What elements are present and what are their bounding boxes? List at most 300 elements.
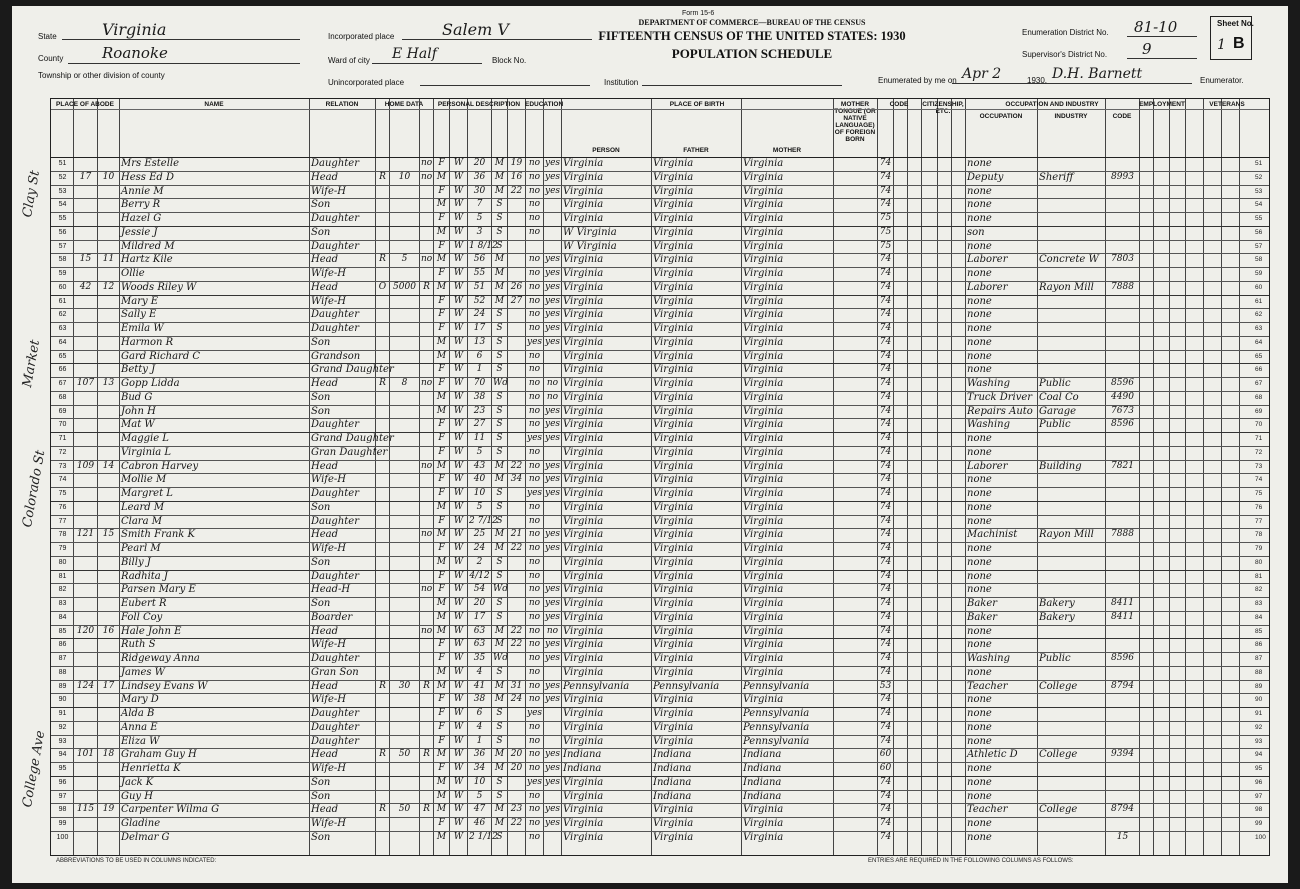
cell-code: 74 [879,529,892,540]
cell-mb: Virginia [743,653,784,664]
column-group-header: RELATION [325,101,359,108]
cell-ms: S [496,790,503,801]
cell-code: 74 [879,556,892,567]
cell-ms: S [496,309,503,320]
table-row [51,322,1269,336]
cell-mb: Virginia [743,570,784,582]
cell-fb: Virginia [653,598,694,609]
cell-fam: 16 [102,625,115,636]
cell-race: W [453,543,464,553]
cell-pb: Virginia [563,543,604,554]
cell-mb: Virginia [743,694,784,706]
cell-age: 4 [476,666,483,677]
cell-n: 89 [58,682,67,690]
cell-age: 17 [473,611,486,622]
cell-oc: 7888 [1111,529,1134,540]
cell-code: 74 [879,584,892,595]
table-row [51,611,1269,625]
cell-sex: F [438,474,445,485]
row-number-right: 98 [1255,806,1263,814]
department-title: DEPARTMENT OF COMMERCE—BUREAU OF THE CENSUS [638,18,866,27]
cell-pb: Virginia [563,598,604,609]
cell-pb: Virginia [563,721,604,733]
cell-mb: Virginia [743,543,784,554]
cell-code: 74 [879,405,892,416]
row-number-right: 63 [1255,325,1263,332]
table-row [51,377,1269,391]
cell-pb: Pennsylvania [563,680,630,692]
cell-name: Anna E [121,721,158,733]
cell-fam: 10 [102,171,115,182]
cell-pb: Virginia [563,570,604,582]
cell-mb: Virginia [743,323,784,334]
cell-sch: no [528,295,541,306]
cell-fam: 13 [102,378,115,388]
cell-mb: Virginia [743,405,784,417]
row-number-right: 95 [1255,765,1263,772]
cell-rel: Daughter [311,488,359,499]
cell-rd: yes [545,171,561,182]
cell-ind: Public [1039,653,1071,664]
cell-sex: M [436,226,447,237]
cell-race: W [453,171,464,182]
cell-rd: yes [545,336,561,347]
cell-rel: Wife-H [311,185,347,197]
cell-ind: Concrete W [1039,254,1099,266]
cell-pb: Virginia [563,378,604,389]
unincorporated-line [420,85,590,86]
cell-occ: none [967,625,992,637]
table-row [51,707,1269,721]
table-row [51,762,1269,776]
row-number-right: 51 [1255,160,1263,167]
cell-tenure: R [379,680,386,691]
cell-fam: 14 [102,460,115,471]
cell-rel: Grand Daughter [311,433,394,444]
cell-fb: Virginia [653,171,694,183]
table-row [51,803,1269,817]
cell-rel: Son [311,336,331,348]
cell-dw: 115 [76,804,95,815]
cell-fb: Virginia [653,364,694,376]
row-number-right: 96 [1255,778,1263,786]
cell-occ: none [967,776,992,788]
cell-name: Annie M [121,185,164,197]
cell-mb: Virginia [743,460,784,472]
cell-age: 36 [473,171,486,182]
cell-mb: Indiana [743,776,782,788]
cell-rel: Grandson [311,350,361,362]
cell-race: W [453,433,464,443]
row-number-right: 73 [1255,462,1263,470]
cell-ms: Wd [493,584,509,595]
row-number-right: 61 [1255,297,1263,305]
cell-sch: no [528,598,541,608]
cell-rel: Head [311,680,339,692]
cell-race: W [453,653,464,663]
cell-fb: Virginia [653,639,694,651]
cell-fb: Virginia [653,460,694,472]
cell-mb: Virginia [743,309,784,321]
cell-name: Gladine [121,818,161,829]
cell-sch: no [528,419,541,430]
cell-rd: yes [545,309,561,320]
cell-name: Pearl M [121,543,161,554]
row-number-right: 75 [1255,490,1263,497]
cell-mb: Virginia [743,240,784,252]
cell-ms: M [494,804,505,815]
cell-rel: Daughter [311,735,359,747]
cell-n: 81 [58,572,67,580]
cell-race: W [453,639,464,650]
cell-fam: 12 [102,281,115,292]
row-number-right: 91 [1255,710,1263,717]
cell-race: W [453,460,464,471]
cell-name: Betty J [121,364,156,376]
cell-rd: yes [545,804,561,815]
cell-fb: Virginia [653,543,694,554]
cell-sch: no [528,350,541,361]
cell-radio: R [423,281,430,292]
cell-ind: Public [1039,378,1071,389]
cell-mb: Virginia [743,446,784,458]
cell-code: 74 [879,694,892,705]
cell-am: 22 [510,185,523,196]
cell-occ: Washing [967,419,1010,431]
cell-fam: 17 [102,680,115,691]
cell-mb: Virginia [743,529,784,541]
cell-age: 20 [473,598,486,608]
cell-occ: Deputy [967,171,1004,183]
cell-fb: Virginia [653,804,694,816]
row-number-right: 70 [1255,421,1263,429]
cell-sch: no [528,666,541,677]
cell-mb: Virginia [743,804,784,816]
cell-name: Bud G [121,391,153,403]
cell-age: 10 [473,776,486,787]
row-number-right: 66 [1255,366,1263,374]
cell-race: W [453,598,464,608]
cell-name: Jessie J [121,226,158,238]
footer-entries: ENTRIES ARE REQUIRED IN THE FOLLOWING COLUMNS AS FOLLOWS: [868,858,1074,864]
row-number-right: 69 [1255,407,1263,415]
cell-rel: Head [311,254,339,266]
table-row [51,735,1269,749]
cell-fb: Virginia [653,378,694,389]
cell-ms: M [494,543,505,553]
row-number-right: 93 [1255,737,1263,745]
table-row [51,446,1269,460]
cell-n: 84 [58,613,67,621]
cell-race: W [453,584,464,595]
cell-fb: Virginia [653,611,694,623]
form-number: Form 15-6 [682,10,715,17]
cell-pb: Virginia [563,831,604,843]
cell-n: 78 [58,531,67,539]
ed-line [1127,36,1197,37]
institution-label: Institution [604,78,639,87]
cell-n: 61 [58,297,67,305]
birthplace-subheader: MOTHER [772,147,802,154]
cell-ms: S [496,831,503,842]
cell-ind: Sheriff [1039,171,1074,183]
table-row [51,748,1269,762]
cell-name: Berry R [121,199,161,211]
cell-fb: Virginia [653,446,694,458]
row-number-right: 56 [1255,228,1263,236]
cell-mb: Virginia [743,598,784,609]
table-row [51,198,1269,212]
cell-am: 23 [510,804,523,815]
margin-note: Colorado St [20,449,49,529]
cell-code: 74 [879,378,892,388]
occupation-subheader: CODE [1112,113,1132,120]
township-label: Township or other division of county [38,71,165,80]
cell-rd: yes [545,818,561,828]
cell-radio: no [421,254,433,265]
row-number-right: 88 [1255,668,1263,676]
cell-pb: Virginia [563,584,604,596]
cell-code: 74 [879,721,892,732]
cell-ms: S [496,364,503,375]
cell-code: 74 [879,653,892,663]
cell-sex: M [436,199,447,210]
cell-rd: yes [545,653,561,663]
cell-ms: S [496,336,503,347]
cell-rel: Daughter [311,708,359,719]
cell-fb: Virginia [653,529,694,541]
cell-pb: Virginia [563,323,604,334]
cell-val: 5 [401,254,408,265]
cell-fb: Virginia [653,501,694,513]
table-row [51,157,1269,171]
cell-sex: M [436,804,447,815]
cell-mb: Virginia [743,666,784,678]
cell-age: 6 [476,350,483,361]
cell-n: 83 [58,600,67,607]
cell-code: 74 [879,818,892,828]
cell-pb: Virginia [563,199,604,211]
cell-sch: no [528,378,541,388]
cell-name: Hess Ed D [121,171,174,183]
cell-name: Ollie [121,268,145,279]
cell-occ: none [967,666,992,678]
cell-am: 26 [510,281,523,292]
cell-occ: none [967,831,992,843]
table-row [51,336,1269,350]
row-number-right: 82 [1255,586,1263,594]
cell-n: 63 [58,325,67,332]
cell-ms: M [494,680,505,691]
cell-code: 74 [879,158,892,168]
cell-mb: Virginia [743,199,784,211]
ed-value: 81-10 [1134,18,1178,36]
cell-sex: M [436,254,447,265]
cell-ms: S [496,446,503,457]
cell-radio: no [421,460,433,471]
ward-label: Ward of city [328,56,370,65]
cell-sex: F [438,570,445,581]
cell-rel: Son [311,391,331,403]
cell-age: 51 [473,281,486,292]
cell-sch: no [528,639,541,650]
cell-mb: Virginia [743,391,784,403]
cell-code: 74 [879,735,892,746]
cell-pb: Virginia [563,391,604,403]
cell-ms: M [494,474,505,485]
cell-sex: M [436,281,447,292]
table-row [51,295,1269,309]
cell-rel: Gran Son [311,666,359,678]
cell-occ: Machinist [967,529,1018,541]
cell-pb: Virginia [563,708,604,719]
cell-oc: 8993 [1111,171,1134,182]
cell-ind: Building [1039,460,1082,472]
cell-n: 99 [58,820,67,827]
state-label: State [38,32,57,41]
cell-ms: S [496,405,503,416]
cell-mb: Virginia [743,171,784,183]
cell-rel: Daughter [311,570,359,582]
row-number-right: 58 [1255,256,1263,264]
cell-mb: Indiana [743,763,782,774]
table-row [51,350,1269,364]
cell-occ: none [967,790,992,802]
census-title: FIFTEENTH CENSUS OF THE UNITED STATES: 1930 [598,29,906,43]
cell-sex: F [438,378,445,388]
cell-rd: no [546,625,559,636]
cell-name: Woods Riley W [121,281,197,293]
ward-line [372,63,482,64]
cell-occ: Washing [967,378,1010,389]
row-number-right: 92 [1255,723,1263,731]
cell-fb: Virginia [653,254,694,266]
cell-ms: S [496,391,503,402]
cell-rel: Son [311,556,331,568]
cell-rd: yes [545,749,561,760]
row-number-right: 84 [1255,613,1263,621]
cell-name: Clara M [121,515,162,527]
cell-am: 22 [510,639,523,650]
cell-age: 1 [476,735,483,746]
cell-ind: Public [1039,419,1071,431]
column-group-header: OCCUPATION AND INDUSTRY [1005,101,1099,108]
cell-age: 5 [476,790,483,801]
cell-age: 38 [473,391,486,402]
cell-ms: S [496,721,503,732]
cell-code: 74 [879,309,892,320]
cell-fb: Virginia [653,570,694,582]
cell-age: 20 [473,158,486,168]
birthplace-subheader: FATHER [683,147,709,154]
row-number-right: 78 [1255,531,1263,539]
cell-sch: no [528,254,541,265]
cell-age: 24 [473,543,486,553]
cell-ms: S [496,708,503,718]
cell-ms: S [496,570,503,581]
cell-code: 74 [879,254,892,265]
cell-tenure: O [378,281,387,292]
cell-am: 22 [510,543,523,553]
cell-mb: Virginia [743,611,784,623]
cell-name: John H [121,405,156,417]
cell-race: W [453,749,464,760]
cell-ms: S [496,433,503,443]
cell-pb: Virginia [563,309,604,321]
cell-mb: Virginia [743,158,784,169]
cell-rel: Son [311,226,331,238]
cell-n: 88 [58,668,67,676]
row-number-right: 89 [1255,682,1263,690]
cell-ms: M [494,254,505,265]
cell-ms: M [494,268,505,278]
cell-code: 74 [879,543,892,553]
cell-race: W [453,708,464,718]
cell-fb: Virginia [653,433,694,444]
row-number-right: 57 [1255,242,1263,250]
cell-ms: S [496,488,503,498]
cell-name: Mary D [121,694,159,706]
cell-fb: Virginia [653,653,694,664]
cell-n: 82 [58,586,67,594]
cell-n: 98 [58,806,67,814]
cell-sex: F [438,543,445,553]
cell-rel: Wife-H [311,763,347,774]
cell-dw: 120 [76,625,95,636]
cell-mb: Pennsylvania [743,680,810,692]
cell-occ: Teacher [967,804,1008,816]
cell-fb: Virginia [653,515,694,527]
cell-age: 70 [473,378,486,388]
cell-mb: Virginia [743,364,784,376]
cell-sex: M [436,405,447,416]
cell-occ: none [967,268,992,279]
cell-sex: M [436,350,447,361]
cell-sch: no [528,364,541,375]
cell-rd: yes [545,254,561,265]
cell-ms: S [496,735,503,746]
cell-name: Lindsey Evans W [121,680,208,692]
cell-tenure: R [379,804,386,815]
cell-sch: no [528,570,541,581]
cell-fb: Virginia [653,323,694,334]
cell-code: 75 [879,240,892,251]
cell-occ: Truck Driver [967,391,1033,403]
cell-race: W [453,818,464,828]
cell-occ: none [967,584,992,596]
cell-race: W [453,488,464,498]
column-group-header: PLACE OF BIRTH [669,101,725,108]
cell-sex: M [436,680,447,691]
cell-n: 72 [58,448,67,456]
cell-mb: Indiana [743,749,782,761]
cell-rd: yes [545,419,561,430]
cell-sex: F [438,446,445,457]
cell-pb: Virginia [563,364,604,376]
cell-rel: Daughter [311,240,359,252]
cell-ind: College [1039,749,1078,761]
cell-rel: Head [311,749,339,761]
cell-n: 52 [58,173,67,181]
cell-ms: M [494,295,505,306]
row-number-right: 86 [1255,641,1263,649]
table-row [51,831,1269,845]
cell-age: 54 [473,584,486,595]
cell-sch: no [528,831,541,842]
cell-rel: Boarder [311,611,353,623]
cell-name: Mat W [121,419,155,431]
cell-age: 1 8/12 [469,240,498,251]
